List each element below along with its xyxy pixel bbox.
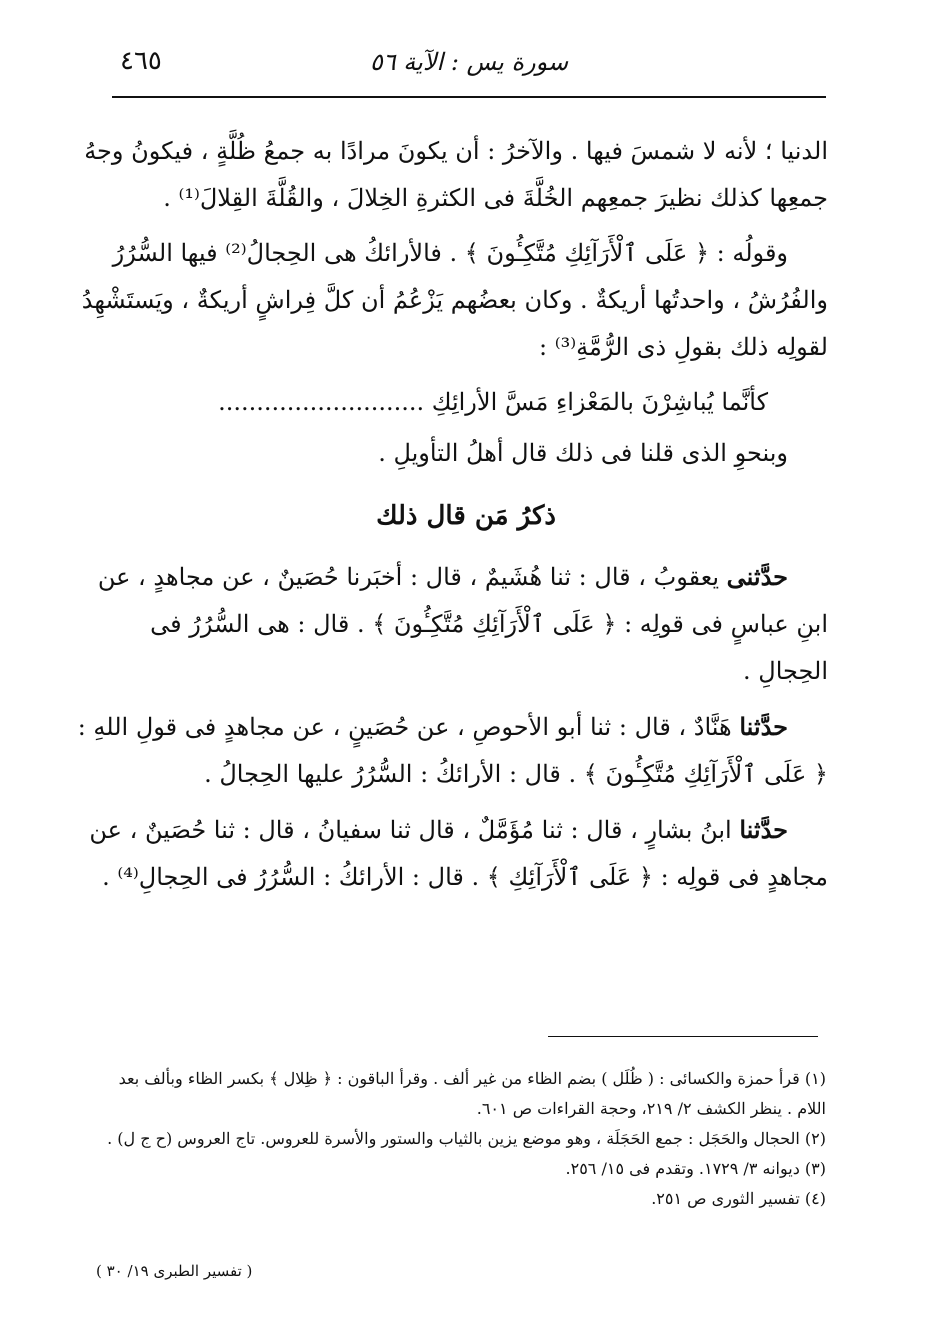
footnote-3: (٣) ديوانه ٣/ ١٧٢٩. وتقدم فى ١٥/ ٢٥٦. (565, 1159, 826, 1178)
hadith-1 (97, 553, 828, 695)
footnotes (104, 1064, 826, 1214)
footnote-2: (٢) الحجال والحَجَل : جمع الحَجَلَة ، وهو موضع يزين بالثياب والستور والأسرة للعروس. تاج العروس (ح ج ل) . (107, 1129, 826, 1148)
paragraph-3: وبنحوِ الذى قلنا فى ذلك قال أهلُ التأويلِ . (378, 439, 788, 467)
section-heading: ذكرُ مَن قال ذلك (376, 501, 556, 531)
main-text (77, 128, 828, 909)
text-span: هَنَّادٌ ، قال : ثنا أبو الأحوصِ ، عن حُصَينٍ ، عن مجاهدٍ فى قولِ اللهِ : (77, 713, 740, 741)
text-line: والفُرُشُ ، واحدتُها أريكةٌ . وكان بعضُهم يَزْعُمُ أن كلَّ فِراشٍ أريكةٌ ، ويَستَشْهِدُ (81, 286, 828, 314)
paragraph-1 (84, 128, 828, 222)
hadith-3 (89, 806, 828, 901)
footnote-1: (١) قرأ حمزة والكسائى : ( ظُلَل ) بضم الظاء من غير ألف . وقرأ الباقون : ﴿ ظِلال ﴾ بكسر الظاء وبألف بعد (118, 1069, 826, 1088)
narration-lead: حدَّثنى (726, 562, 788, 591)
text-line: ابنِ عباسٍ فى قولِه : ﴿ عَلَى ٱلْأَرَآئِكِ مُتَّكِـُٔونَ ﴾ . قال : هى السُّرُرُ فى (150, 610, 828, 638)
text-line (89, 806, 828, 854)
text-line: الحِجالِ . (743, 657, 828, 685)
page-header (112, 40, 826, 90)
text-line: لقولِه ذلك بقولِ ذى الرُّمَّةِ⁽³⁾ : (539, 333, 828, 361)
paragraph-2 (81, 230, 828, 371)
poetry-verse: كأنَّما يُباشِرْنَ بالمَعْزاءِ مَسَّ الأرائِكِ ........................... (218, 388, 768, 416)
text-line: جمعِها كذلك نظيرَ جمعِهم الخُلَّةَ فى الكثرةِ الخِلالَ ، والقُلَّةَ القِلالَ⁽¹⁾ . (163, 184, 828, 212)
footnote-1-continued: اللام . ينظر الكشف ٢/ ٢١٩، وحجة القراءات ص ٦٠١. (476, 1099, 826, 1118)
page-number: ٤٦٥ (120, 46, 162, 76)
text-line: ﴿ عَلَى ٱلْأَرَآئِكِ مُتَّكِـُٔونَ ﴾ . قال : الأرائكُ : السُّرُرُ عليها الحِجالُ . (204, 760, 828, 788)
text-line (77, 703, 828, 751)
text-line: مجاهدٍ فى قولِه : ﴿ عَلَى ٱلْأَرَآئِكِ ﴾ . قال : الأرائكُ : السُّرُرُ فى الحِجالِ⁽⁴⁾ . (102, 863, 828, 891)
hadith-2 (77, 703, 828, 798)
text-span: يعقوبُ ، قال : ثنا هُشَيمٌ ، قال : أخبَرنا حُصَينٌ ، عن مجاهدٍ ، عن (97, 563, 727, 591)
text-line: الدنيا ؛ لأنه لا شمسَ فيها . والآخرُ : أن يكونَ مرادًا به جمعُ ظُلَّةٍ ، فيكونُ وجهُ (84, 137, 828, 165)
text-line (97, 553, 828, 601)
header-rule (112, 96, 826, 98)
narration-lead: حدَّثنا (739, 712, 788, 741)
running-title: سورة يس : الآية ٥٦ (369, 48, 569, 76)
footnote-4: (٤) تفسير الثورى ص ٢٥١. (651, 1189, 826, 1208)
text-span: ابنُ بشارٍ ، قال : ثنا مُؤَمَّلٌ ، قال ثنا سفيانُ ، قال : ثنا حُصَينٌ ، عن (89, 816, 740, 844)
text-line: وقولُه : ﴿ عَلَى ٱلْأَرَآئِكِ مُتَّكِـُٔونَ ﴾ . فالأرائكُ هى الحِجالُ⁽²⁾ فيها السُّرُرُ (112, 239, 788, 267)
narration-lead: حدَّثنا (739, 815, 788, 844)
footnote-separator (548, 1036, 818, 1037)
printer-signature: ( تفسير الطبرى ١٩/ ٣٠ ) (96, 1262, 253, 1280)
